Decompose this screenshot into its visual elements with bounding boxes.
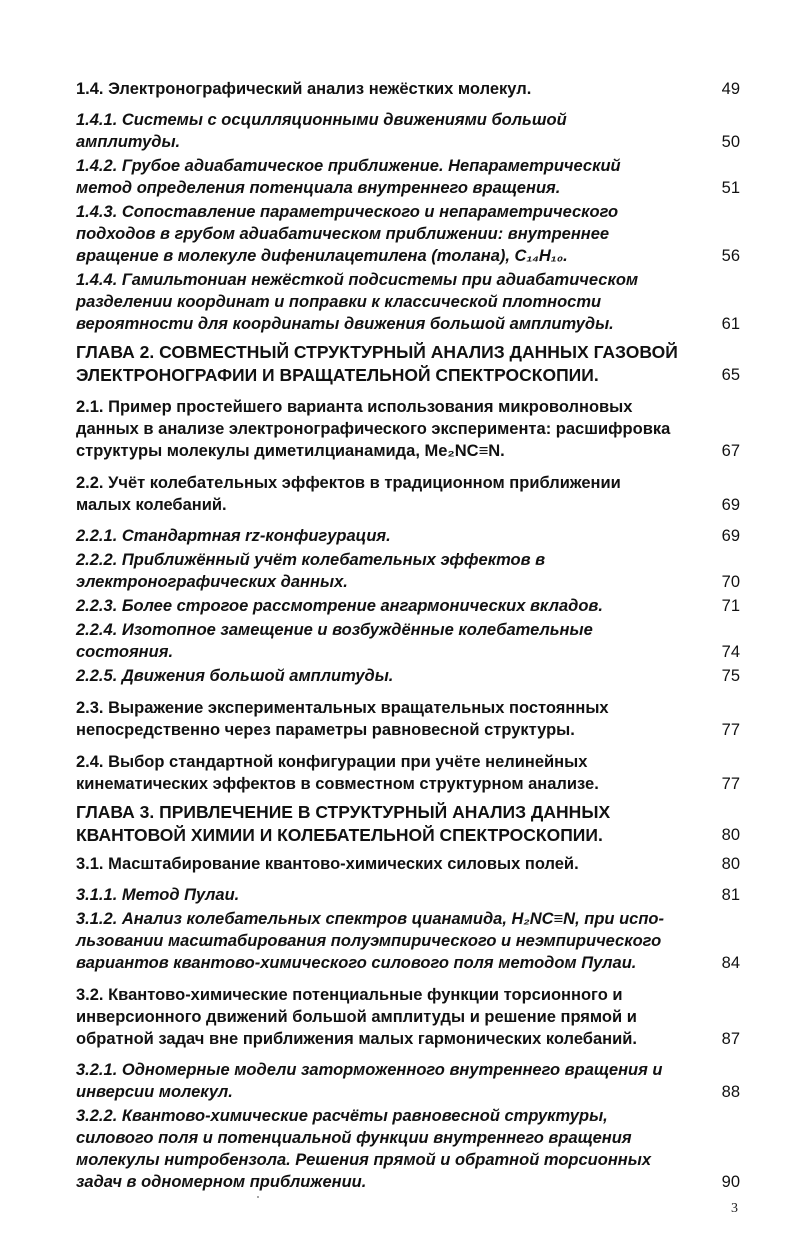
toc-entry-2-2 [76, 472, 742, 516]
toc-entry-line: 2.2.4. Изотопное замещение и возбуждённые колебательные [76, 621, 593, 639]
toc-entry-title [76, 1105, 742, 1193]
toc-entry-2-2-4 [76, 619, 742, 663]
toc-entry-title [76, 697, 742, 741]
toc-entry-3-1-2 [76, 908, 742, 974]
toc-entry-line: ГЛАВА 3. ПРИВЛЕЧЕНИЕ В СТРУКТУРНЫЙ АНАЛИЗ ДАННЫХ [76, 802, 611, 822]
page-number: 3 [731, 1201, 738, 1216]
toc-entry-line: малых колебаний. [76, 496, 227, 514]
toc-entry-line: 2.2.1. Стандартная rz-конфигурация. [76, 527, 391, 545]
toc-entry-line: электронографических данных. [76, 573, 348, 591]
toc-entry-page: 49 [721, 80, 740, 98]
toc-entry-page: 80 [721, 855, 740, 873]
toc-entry-title [76, 1059, 742, 1103]
toc-entry-title [76, 472, 742, 516]
toc-entry-page: 87 [721, 1030, 740, 1048]
toc-entry-line: 1.4.4. Гамильтониан нежёсткой подсистемы при адиабатическом [76, 271, 639, 289]
toc-entry-title [76, 884, 742, 906]
toc-entry-line: 2.3. Выражение экспериментальных вращательных постоянных [76, 699, 609, 717]
toc-entry-line: обратной задач вне приближения малых гармонических колебаний. [76, 1030, 637, 1048]
toc-entry-title [76, 525, 742, 547]
toc-entry-line: ГЛАВА 2. СОВМЕСТНЫЙ СТРУКТУРНЫЙ АНАЛИЗ ДАННЫХ ГАЗОВОЙ [76, 342, 678, 362]
toc-entry-page: 56 [721, 247, 740, 265]
toc-entry-line: разделении координат и поправки к классической плотности [76, 293, 602, 311]
toc-entry-3-2-2 [76, 1105, 742, 1193]
toc-entry-title [76, 595, 742, 617]
toc-entry-line: задач в одномерном приближении. [76, 1173, 367, 1191]
toc-entry-line: 3.1. Масштабирование квантово-химических силовых полей. [76, 855, 579, 873]
toc-entry-page: 61 [721, 315, 740, 333]
toc-entry-2-3 [76, 697, 742, 741]
toc-entry-line: вращение в молекуле дифенилацетилена (толана), C₁₄H₁₀. [76, 247, 568, 265]
toc-entry-chapter-3 [76, 801, 742, 847]
toc-entry-title [76, 619, 742, 663]
toc-entry-line: силового поля и потенциальной функции внутреннего вращения [76, 1129, 632, 1147]
toc-entry-title [76, 801, 742, 847]
toc-entry-line: 1.4.1. Системы с осцилляционными движениями большой [76, 111, 567, 129]
toc-entry-page: 65 [721, 366, 740, 384]
toc-entry-page: 71 [721, 597, 740, 615]
toc-entry-title [76, 201, 742, 267]
toc-entry-line: метод определения потенциала внутреннего вращения. [76, 179, 561, 197]
toc-entry-line: структуры молекулы диметилцианамида, Me₂NC≡N. [76, 442, 505, 460]
toc-entry-title [76, 665, 742, 687]
toc-entry-title [76, 341, 742, 387]
toc-entry-title [76, 984, 742, 1050]
toc-entry-1-4-4 [76, 269, 742, 335]
toc-entry-line: 1.4. Электронографический анализ нежёстких молекул. [76, 80, 532, 98]
toc-entry-page: 81 [721, 886, 740, 904]
toc-entry-title [76, 155, 742, 199]
toc-entry-2-1 [76, 396, 742, 462]
toc-entry-line: 3.1.1. Метод Пулаи. [76, 886, 240, 904]
toc-entry-2-2-2 [76, 549, 742, 593]
toc-entry-title [76, 908, 742, 974]
toc-entry-line: вероятности для координаты движения большой амплитуды. [76, 315, 614, 333]
toc-entry-title [76, 549, 742, 593]
toc-entry-title [76, 78, 742, 100]
toc-entry-3-2 [76, 984, 742, 1050]
toc-entry-page: 77 [721, 721, 740, 739]
toc-entry-page: 84 [721, 954, 740, 972]
toc-entry-line: льзовании масштабирования полуэмпирического и неэмпирического [76, 932, 662, 950]
toc-entry-title [76, 751, 742, 795]
toc-entry-3-1-1 [76, 884, 742, 906]
toc-entry-page: 67 [721, 442, 740, 460]
toc-entry-2-4 [76, 751, 742, 795]
toc-entry-line: молекулы нитробензола. Решения прямой и обратной торсионных [76, 1151, 652, 1169]
toc-entry-2-2-3 [76, 595, 742, 617]
toc-entry-page: 74 [721, 643, 740, 661]
toc-entry-line: подходов в грубом адиабатическом приближении: внутреннее [76, 225, 610, 243]
toc-entry-line: 2.1. Пример простейшего варианта использования микроволновых [76, 398, 633, 416]
toc-entry-line: 2.2.2. Приближённый учёт колебательных эффектов в [76, 551, 546, 569]
toc-entry-page: 51 [721, 179, 740, 197]
toc-entry-line: инверсии молекул. [76, 1083, 233, 1101]
toc-entry-page: 75 [721, 667, 740, 685]
toc-entry-2-2-1 [76, 525, 742, 547]
toc-entry-page: 69 [721, 496, 740, 514]
toc-entry-line: ЭЛЕКТРОНОГРАФИИ И ВРАЩАТЕЛЬНОЙ СПЕКТРОСКОПИИ. [76, 365, 599, 385]
toc-entry-line: инверсионного движений большой амплитуды и решение прямой и [76, 1008, 637, 1026]
toc-entry-line: 3.1.2. Анализ колебательных спектров цианамида, H₂NC≡N, при испо- [76, 910, 664, 928]
toc-entry-line: КВАНТОВОЙ ХИМИИ И КОЛЕБАТЕЛЬНОЙ СПЕКТРОСКОПИИ. [76, 825, 603, 845]
toc-entry-page: 88 [721, 1083, 740, 1101]
toc-entry-title [76, 396, 742, 462]
toc-entry-line: амплитуды. [76, 133, 181, 151]
toc-entry-line: 1.4.3. Сопоставление параметрического и непараметрического [76, 203, 619, 221]
toc-entry-line: 1.4.2. Грубое адиабатическое приближение. Непараметрический [76, 157, 621, 175]
toc-entry-line: кинематических эффектов в совместном структурном анализе. [76, 775, 599, 793]
toc-entry-line: данных в анализе электронографического эксперимента: расшифровка [76, 420, 671, 438]
toc-entry-1-4 [76, 78, 742, 100]
toc-entry-page: 90 [721, 1173, 740, 1191]
toc-entry-line: 2.2. Учёт колебательных эффектов в традиционном приближении [76, 474, 621, 492]
toc-entry-line: 2.2.3. Более строгое рассмотрение ангармонических вкладов. [76, 597, 603, 615]
scan-dot [257, 1196, 259, 1198]
toc-entry-page: 69 [721, 527, 740, 545]
toc-entry-line: 3.2.2. Квантово-химические расчёты равновесной структуры, [76, 1107, 608, 1125]
toc-entry-line: 2.4. Выбор стандартной конфигурации при учёте нелинейных [76, 753, 588, 771]
toc-entry-chapter-2 [76, 341, 742, 387]
toc-entry-page: 70 [721, 573, 740, 591]
toc-entry-page: 50 [721, 133, 740, 151]
toc-entry-page: 80 [721, 826, 740, 844]
toc-entry-title [76, 109, 742, 153]
toc-entry-line: непосредственно через параметры равновесной структуры. [76, 721, 575, 739]
toc-entry-line: вариантов квантово-химического силового поля методом Пулаи. [76, 954, 637, 972]
toc-entry-line: 3.2.1. Одномерные модели заторможенного внутреннего вращения и [76, 1061, 663, 1079]
toc-entry-1-4-3 [76, 201, 742, 267]
toc-entry-2-2-5 [76, 665, 742, 687]
toc-entry-title [76, 853, 742, 875]
toc-entry-title [76, 269, 742, 335]
toc-entry-page: 77 [721, 775, 740, 793]
table-of-contents [76, 76, 742, 1193]
toc-entry-3-2-1 [76, 1059, 742, 1103]
toc-entry-3-1 [76, 853, 742, 875]
toc-entry-line: 3.2. Квантово-химические потенциальные функции торсионного и [76, 986, 623, 1004]
toc-entry-line: 2.2.5. Движения большой амплитуды. [76, 667, 394, 685]
toc-entry-line: состояния. [76, 643, 174, 661]
toc-entry-1-4-1 [76, 109, 742, 153]
toc-entry-1-4-2 [76, 155, 742, 199]
